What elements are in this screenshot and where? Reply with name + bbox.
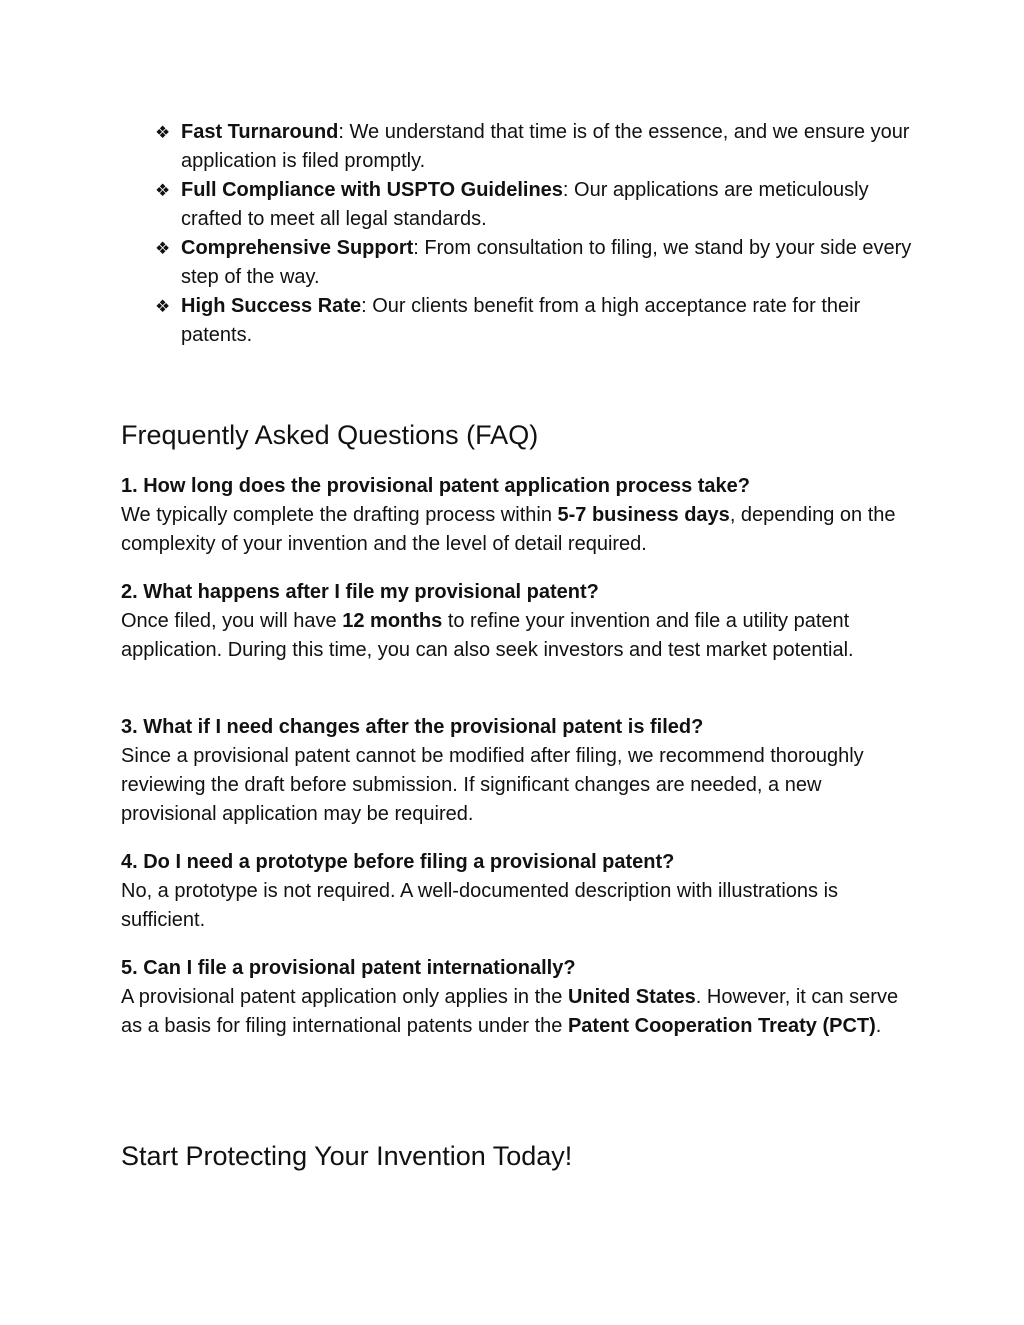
- faq-answer: Once filed, you will have 12 months to refine your invention and file a utility patent application. During this time, you can also seek investors and test market potential.: [121, 610, 854, 661]
- diamond-bullet-icon: ❖: [155, 123, 171, 142]
- faq-item-5: [121, 954, 911, 1041]
- faq-item-3: [121, 713, 911, 829]
- faq-question: 4. Do I need a prototype before filing a provisional patent?: [121, 851, 675, 873]
- diamond-bullet-icon: ❖: [155, 181, 171, 200]
- list-item: ❖ Comprehensive Support: From consultation to filing, we stand by your side every step of the way.: [155, 234, 915, 292]
- list-item: ❖ High Success Rate: Our clients benefit from a high acceptance rate for their patents.: [155, 292, 915, 350]
- faq-question: 2. What happens after I file my provisional patent?: [121, 581, 599, 603]
- faq-answer: A provisional patent application only applies in the United States. However, it can serve as a basis for filing international patents under the Patent Cooperation Treaty (PCT).: [121, 986, 899, 1037]
- diamond-bullet-icon: ❖: [155, 297, 171, 316]
- cta-heading: Start Protecting Your Invention Today!: [121, 1141, 573, 1171]
- faq-answer: No, a prototype is not required. A well-documented description with illustrations is sufficient.: [121, 880, 839, 931]
- faq-question: 1. How long does the provisional patent application process take?: [121, 475, 751, 497]
- faq-answer: We typically complete the drafting process within 5-7 business days, depending on the complexity of your invention and the level of detail required.: [121, 504, 896, 555]
- faq-item-1: [121, 472, 911, 559]
- faq-question: 5. Can I file a provisional patent internationally?: [121, 957, 576, 979]
- list-item: ❖ Fast Turnaround: We understand that time is of the essence, and we ensure your application is filed promptly.: [155, 118, 915, 176]
- benefits-list: [155, 118, 915, 350]
- diamond-bullet-icon: ❖: [155, 239, 171, 258]
- faq-item-4: [121, 848, 911, 935]
- list-item: ❖ Full Compliance with USPTO Guidelines: Our applications are meticulously crafted to meet all legal standards.: [155, 176, 915, 234]
- faq-item-2: [121, 578, 911, 665]
- faq-heading: Frequently Asked Questions (FAQ): [121, 420, 539, 450]
- faq-question: 3. What if I need changes after the provisional patent is filed?: [121, 716, 704, 738]
- faq-answer: Since a provisional patent cannot be modified after filing, we recommend thoroughly reviewing the draft before submission. If significant changes are needed, a new provisional application may be required.: [121, 745, 864, 825]
